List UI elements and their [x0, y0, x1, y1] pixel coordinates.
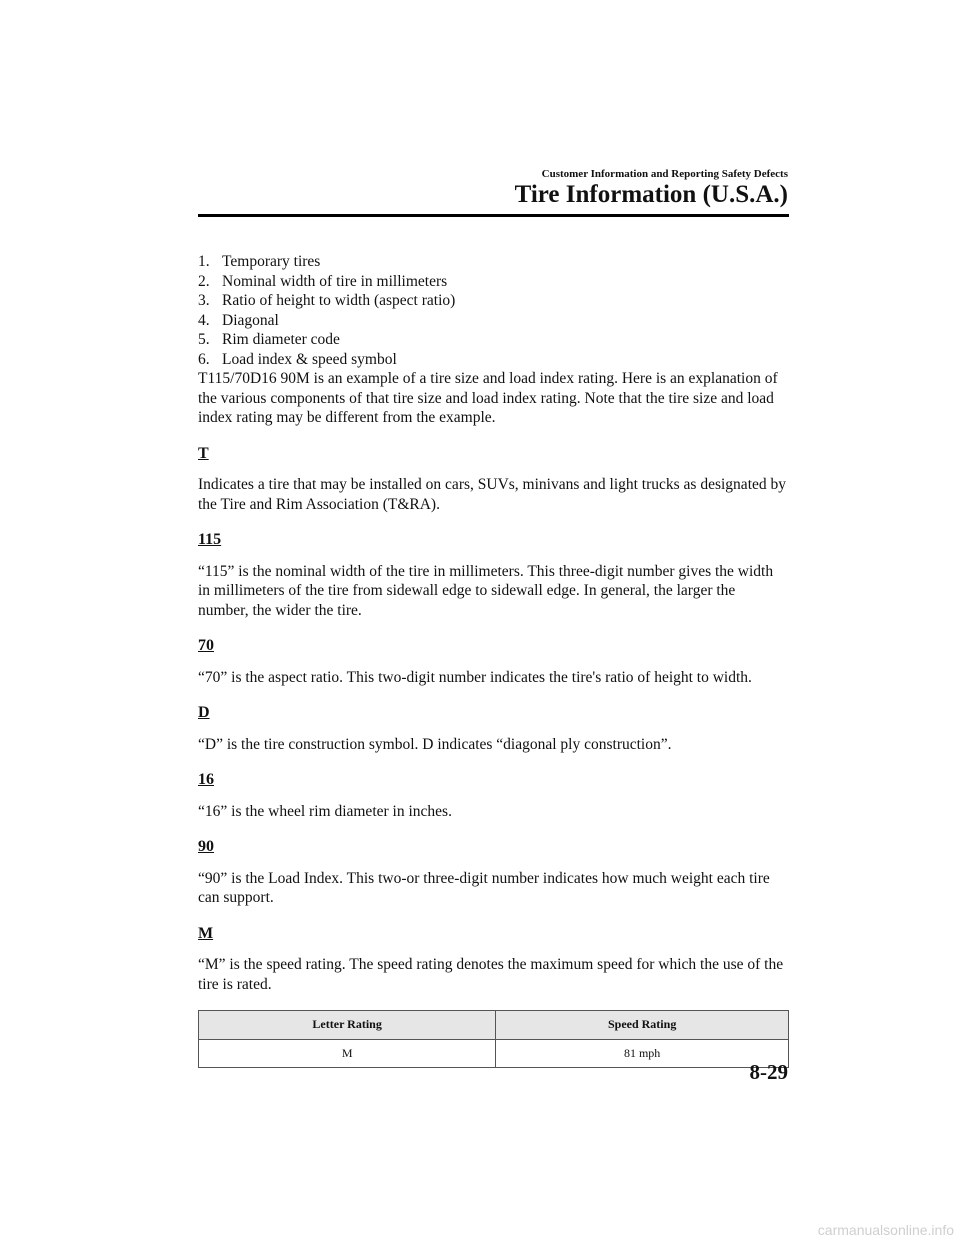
- table-header-row: [199, 1011, 789, 1040]
- list-item: 2. Nominal width of tire in millimeters: [198, 272, 448, 290]
- speed-rating-table: [198, 1010, 789, 1068]
- list-item: 5. Rim diameter code: [198, 331, 340, 348]
- term-heading: T: [198, 444, 209, 462]
- intro-paragraph: T115/70D16 90M is an example of a tire size and load index rating. Here is an explanation of the various components of that tire size and load index rating. Note that the tire size and load index rating may be different from the example.: [198, 370, 778, 426]
- list-item: 6. Load index & speed symbol: [198, 350, 397, 368]
- header-rule: [198, 214, 789, 217]
- table-row: [199, 1039, 789, 1068]
- term-heading: 16: [198, 771, 214, 788]
- watermark: carmanualsonline.info: [817, 1222, 954, 1238]
- term-heading: 90: [198, 838, 214, 855]
- table-cell: M: [199, 1039, 496, 1068]
- section-title: Tire Information (U.S.A.): [514, 181, 788, 208]
- term-description: “D” is the tire construction symbol. D indicates “diagonal ply construction”.: [198, 735, 672, 753]
- term-heading: 115: [198, 531, 222, 548]
- chapter-heading: Customer Information and Reporting Safety Defects: [541, 168, 788, 180]
- term-heading: 70: [198, 637, 214, 654]
- term-description: “115” is the nominal width of the tire in millimeters. This three-digit number gives the width in millimeters of the tire from sidewall edge to sidewall edge. In general, the larger the number, the wider the tire.: [198, 562, 774, 619]
- term-description: “M” is the speed rating. The speed rating denotes the maximum speed for which the use of the tire is rated.: [198, 956, 784, 993]
- term-heading: M: [198, 924, 214, 942]
- page-content: [198, 252, 789, 1068]
- term-description: “16” is the wheel rim diameter in inches.: [198, 802, 452, 820]
- page-number: 8-29: [749, 1060, 788, 1084]
- term-heading: D: [198, 704, 210, 721]
- term-description: “90” is the Load Index. This two-or three-digit number indicates how much weight each tire can support.: [198, 869, 770, 906]
- column-header: Speed Rating: [496, 1011, 789, 1040]
- list-item: 4. Diagonal: [198, 311, 279, 329]
- list-item: 3. Ratio of height to width (aspect ratio): [198, 292, 456, 309]
- term-description: “70” is the aspect ratio. This two-digit number indicates the tire's ratio of height to width.: [198, 668, 752, 686]
- list-item: 1. Temporary tires: [198, 253, 321, 270]
- column-header: Letter Rating: [199, 1011, 496, 1040]
- table-cell: 81 mph: [496, 1039, 789, 1068]
- term-description: Indicates a tire that may be installed on cars, SUVs, minivans and light trucks as designated by the Tire and Rim Association (T&RA).: [198, 476, 787, 513]
- legend-list: [198, 252, 789, 369]
